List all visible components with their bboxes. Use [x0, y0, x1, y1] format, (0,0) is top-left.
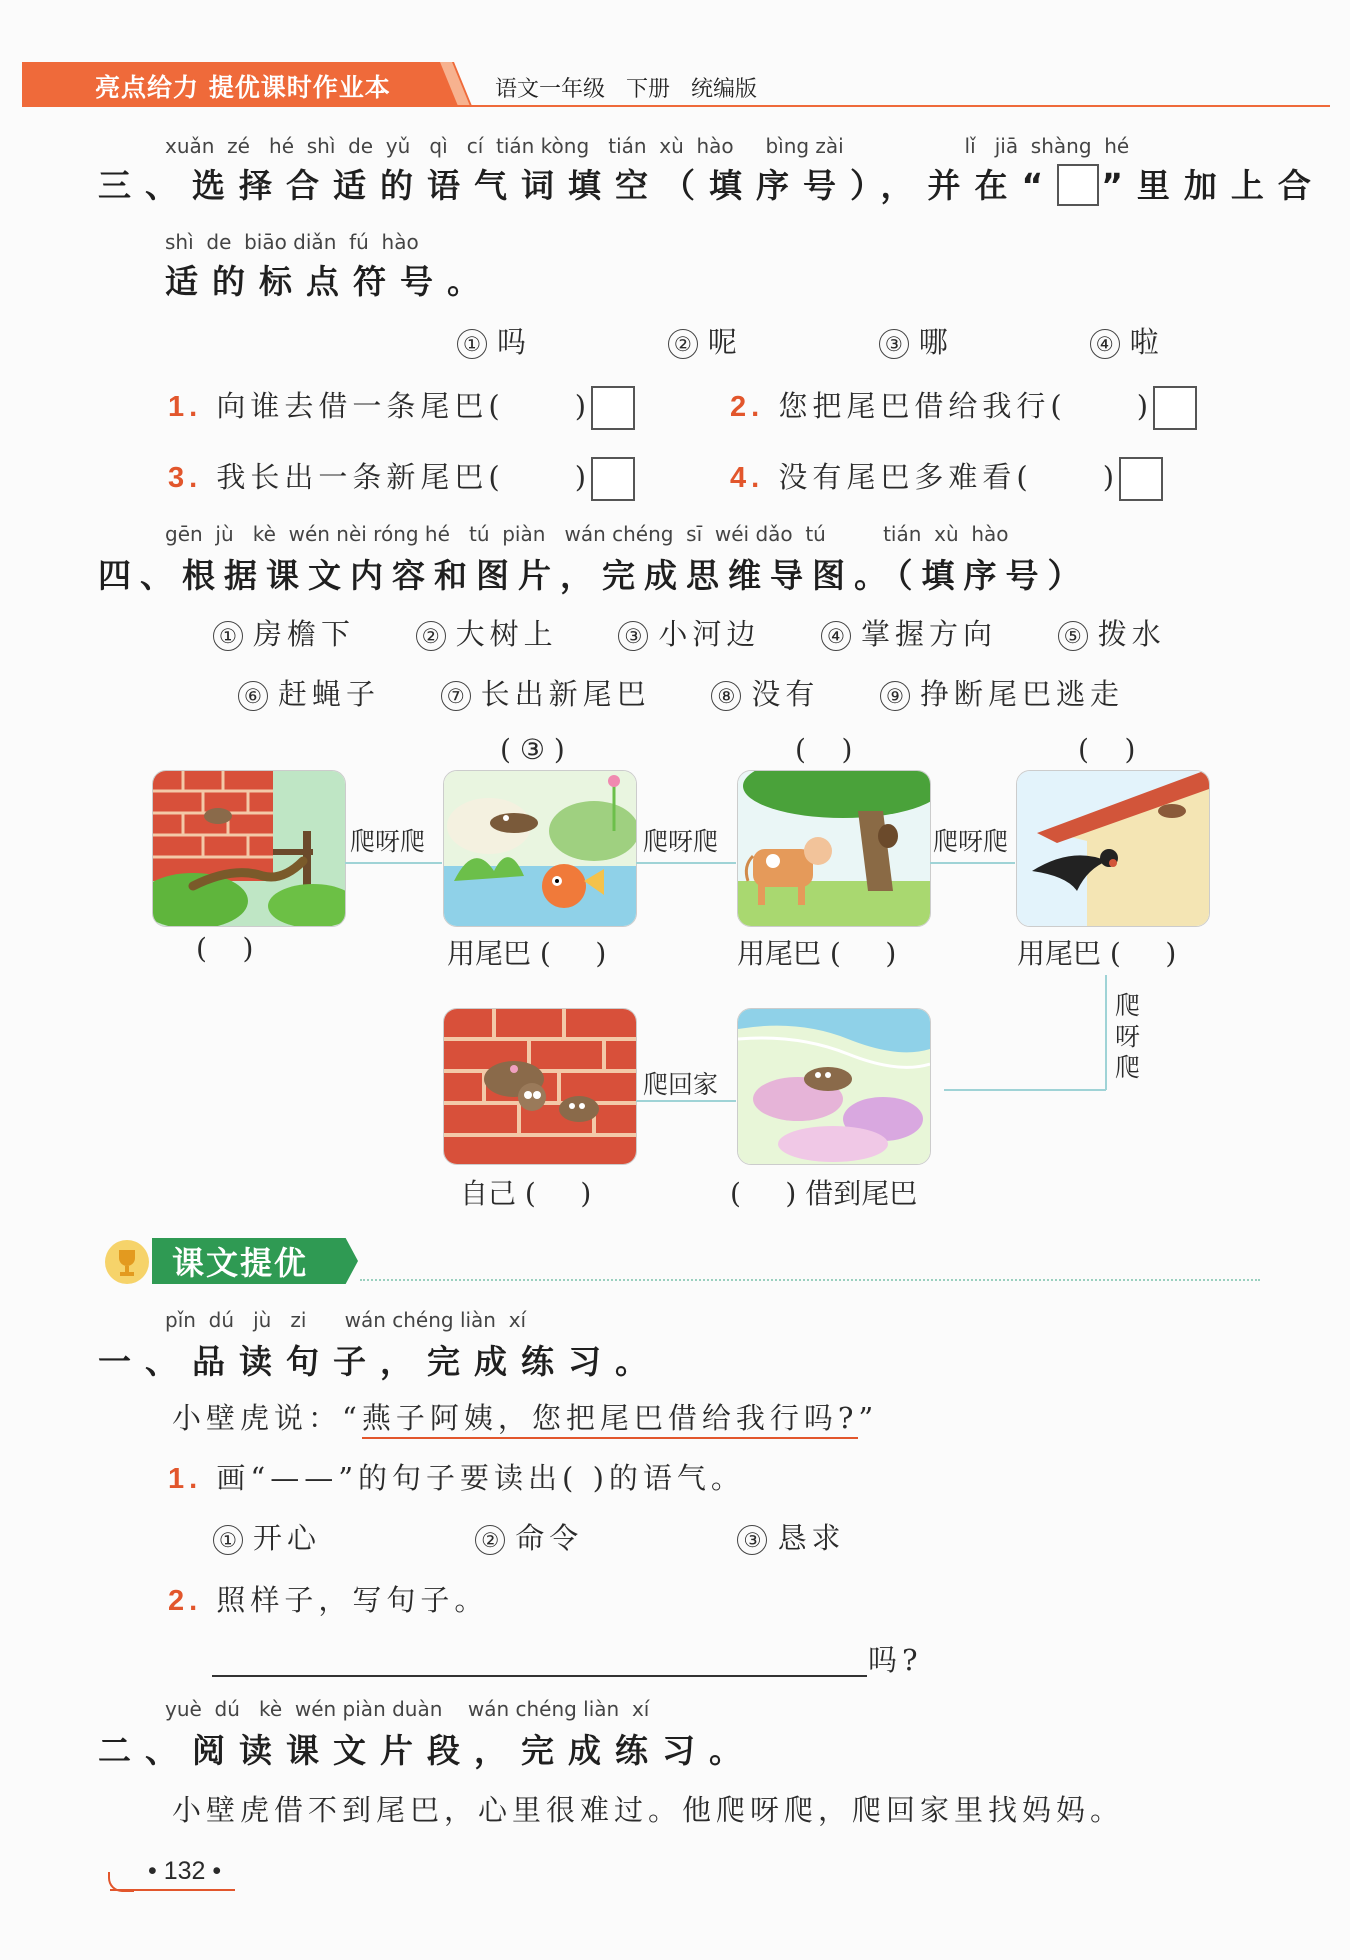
location-answer-2: ( ③ ): [500, 733, 565, 766]
section4-pinyin: gēn jù kè wén nèi róng hé tú piàn wán chéng sī wéi dǎo tú tián xù hào: [165, 522, 1009, 546]
answer-line[interactable]: [212, 1675, 867, 1677]
s1-q1-options: [213, 1516, 845, 1557]
mm-option-4: ④ 掌握方向: [821, 617, 997, 651]
caption-5[interactable]: 自己 ( ): [460, 1177, 592, 1210]
section4-title: 四、根据课文内容和图片，完成思维导图。（填序号）: [98, 556, 1090, 595]
s1-question-1: 1. 画“——”的句子要读出( )的语气。: [168, 1461, 745, 1495]
option-2: ② 呢: [668, 325, 742, 359]
s2-title: 二、阅读课文片段，完成练习。: [98, 1731, 756, 1770]
book-title: 亮点给力 提优课时作业本: [95, 73, 391, 102]
page-number-rule: [110, 1889, 235, 1891]
flow-arrow-1: [345, 862, 442, 864]
underlined-sentence: 燕子阿姨，您把尾巴借给我行吗?: [362, 1401, 859, 1439]
flow-label-1: 爬呀爬: [350, 827, 426, 856]
section3-title: 三、选择合适的语气词填空（填序号），并在“ ”里加上合: [98, 160, 1325, 207]
trophy-icon: [105, 1240, 149, 1284]
s2-pinyin: yuè dú kè wén piàn duàn wán chéng liàn xí: [165, 1697, 650, 1721]
flow-arrow-3: [930, 862, 1015, 864]
punctuation-box-sample: [1057, 164, 1099, 206]
option-1: ① 吗: [457, 325, 531, 359]
answer-box-4[interactable]: [1119, 457, 1163, 501]
reading-passage: 小壁虎借不到尾巴，心里很难过。他爬呀爬，爬回家里找妈妈。: [172, 1793, 1125, 1827]
mm-option-9: ⑨ 挣断尾巴逃走: [880, 677, 1124, 711]
question-3: 3. 我长出一条新尾巴( ): [168, 455, 635, 501]
caption-1[interactable]: ( ): [196, 932, 254, 965]
section3-pinyin-2: shì de biāo diǎn fú hào: [165, 230, 419, 254]
grade-label: 语文一年级: [495, 77, 606, 102]
location-answer-3[interactable]: ( ): [795, 733, 853, 766]
option-4: ④ 啦: [1090, 325, 1164, 359]
mm-option-2: ② 大树上: [416, 617, 558, 651]
flow-label-vertical: 爬 呀 爬: [1115, 991, 1141, 1082]
banner-divider: [360, 1279, 1260, 1281]
kewen-banner: 课文提优: [172, 1244, 309, 1282]
s1-pinyin: pǐn dú jù zi wán chéng liàn xí: [165, 1308, 527, 1332]
picture-river-bank: [737, 1008, 931, 1165]
book-info: [495, 72, 757, 103]
flow-label-2: 爬呀爬: [643, 827, 719, 856]
caption-4[interactable]: 用尾巴 ( ): [1017, 937, 1177, 970]
section3-title-cont: 适的标点符号。: [165, 262, 494, 301]
section3-pinyin: xuǎn zé hé shì de yǔ qì cí tián kòng tián xù hào bìng zài lǐ jiā shàng hé: [165, 134, 1130, 158]
header-rule: [22, 105, 1330, 107]
quote-sentence: 小壁虎说：“燕子阿姨，您把尾巴借给我行吗?”: [172, 1396, 878, 1437]
option-3: ③ 哪: [879, 325, 953, 359]
question-4: 4. 没有尾巴多难看( ): [730, 455, 1163, 501]
page-number: • 132 •: [148, 1857, 222, 1885]
answer-box-1[interactable]: [591, 386, 635, 430]
mindmap-options-row1: [213, 612, 1166, 653]
mm-option-5: ⑤ 拨水: [1058, 617, 1166, 651]
flow-arrow-left: [944, 1089, 1106, 1091]
answer-box-2[interactable]: [1153, 386, 1197, 430]
answer-box-3[interactable]: [591, 457, 635, 501]
particle-options: [457, 320, 1164, 361]
location-answer-4[interactable]: ( ): [1078, 733, 1136, 766]
caption-2[interactable]: 用尾巴 ( ): [447, 937, 607, 970]
mindmap-options-row2: [238, 672, 1124, 713]
picture-wall-snake: [152, 770, 346, 927]
volume-label: 下册: [626, 77, 671, 102]
tone-option-2: ② 命令: [475, 1521, 583, 1555]
picture-home-wall: [443, 1008, 637, 1165]
tone-option-1: ① 开心: [213, 1521, 321, 1555]
mm-option-1: ① 房檐下: [213, 617, 355, 651]
mm-option-8: ⑧ 没有: [711, 677, 819, 711]
mm-option-7: ⑦ 长出新尾巴: [441, 677, 651, 711]
picture-river-fish: [443, 770, 637, 927]
question-2: 2. 您把尾巴借给我行( ): [730, 384, 1197, 430]
flow-arrow-down: [1105, 975, 1107, 1090]
question-1: 1. 向谁去借一条尾巴( ): [168, 384, 635, 430]
flow-arrow-2: [636, 862, 736, 864]
mm-option-3: ③ 小河边: [618, 617, 760, 651]
mm-option-6: ⑥ 赶蝇子: [238, 677, 380, 711]
picture-eave-swallow: [1016, 770, 1210, 927]
s1-question-2: 2. 照样子，写句子。: [168, 1583, 489, 1617]
s1-title: 一、品读句子，完成练习。: [98, 1342, 662, 1381]
flow-label-3: 爬呀爬: [933, 827, 1009, 856]
edition-label: 统编版: [691, 77, 758, 102]
tone-option-3: ③ 恳求: [737, 1521, 845, 1555]
caption-3[interactable]: 用尾巴 ( ): [737, 937, 897, 970]
flow-label-home: 爬回家: [643, 1070, 719, 1099]
answer-tail: 吗?: [868, 1643, 923, 1677]
caption-6[interactable]: ( ) 借到尾巴: [730, 1177, 918, 1210]
picture-tree-cow: [737, 770, 931, 927]
